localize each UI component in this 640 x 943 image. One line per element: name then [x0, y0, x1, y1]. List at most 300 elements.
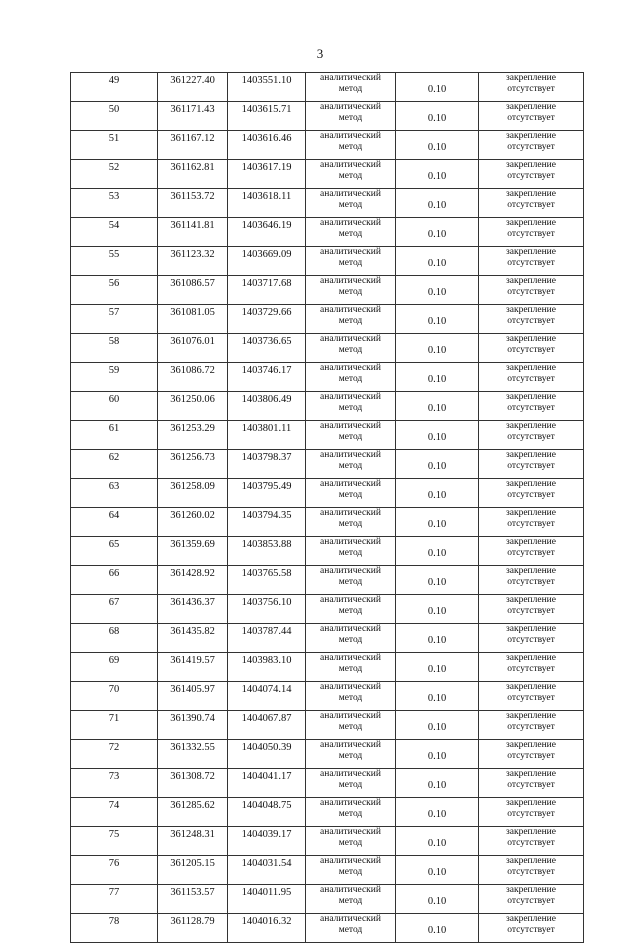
method-line-2: метод [338, 461, 363, 471]
fixing-cell [479, 131, 584, 160]
coordinate-y: 1403551.10 [228, 73, 306, 102]
table-row [71, 363, 584, 392]
fixing-cell [479, 363, 584, 392]
fixing-line-2: отсутствует [507, 519, 555, 529]
fixing-line-1: закрепление [506, 769, 556, 779]
method-cell [306, 798, 396, 827]
coordinate-y: 1403765.58 [228, 566, 306, 595]
fixing-line-1: закрепление [506, 102, 556, 112]
coordinate-y: 1403736.65 [228, 334, 306, 363]
method-line-1: аналитический [320, 450, 381, 460]
method-line-2: метод [338, 432, 363, 442]
coordinate-x: 361419.57 [158, 653, 228, 682]
coordinate-y: 1404031.54 [228, 856, 306, 885]
coordinate-y: 1403983.10 [228, 653, 306, 682]
coordinates-table [70, 72, 584, 943]
fixing-cell [479, 769, 584, 798]
method-cell [306, 131, 396, 160]
table-row [71, 711, 584, 740]
coordinate-x: 361167.12 [158, 131, 228, 160]
accuracy-value: 0.10 [396, 537, 479, 566]
table-row [71, 334, 584, 363]
method-cell [306, 769, 396, 798]
fixing-line-1: закрепление [506, 421, 556, 431]
method-cell [306, 334, 396, 363]
accuracy-value: 0.10 [396, 102, 479, 131]
method-cell [306, 595, 396, 624]
fixing-line-1: закрепление [506, 711, 556, 721]
fixing-line-2: отсутствует [507, 461, 555, 471]
fixing-cell [479, 218, 584, 247]
method-cell [306, 479, 396, 508]
method-line-2: метод [338, 345, 363, 355]
method-line-1: аналитический [320, 73, 381, 83]
fixing-line-1: закрепление [506, 218, 556, 228]
point-number: 51 [71, 131, 158, 160]
coordinate-y: 1403746.17 [228, 363, 306, 392]
fixing-line-1: закрепление [506, 566, 556, 576]
method-line-2: метод [338, 722, 363, 732]
method-line-2: метод [338, 519, 363, 529]
method-line-1: аналитический [320, 740, 381, 750]
fixing-line-2: отсутствует [507, 287, 555, 297]
fixing-line-1: закрепление [506, 305, 556, 315]
coordinate-y: 1403616.46 [228, 131, 306, 160]
method-line-2: метод [338, 403, 363, 413]
method-line-1: аналитический [320, 827, 381, 837]
method-line-1: аналитический [320, 218, 381, 228]
accuracy-value: 0.10 [396, 711, 479, 740]
table-row [71, 160, 584, 189]
point-number: 77 [71, 885, 158, 914]
accuracy-value: 0.10 [396, 160, 479, 189]
coordinate-x: 361405.97 [158, 682, 228, 711]
table-row [71, 305, 584, 334]
method-cell [306, 827, 396, 856]
method-line-1: аналитический [320, 247, 381, 257]
point-number: 56 [71, 276, 158, 305]
method-cell [306, 102, 396, 131]
method-line-2: метод [338, 171, 363, 181]
method-line-2: метод [338, 664, 363, 674]
fixing-cell [479, 827, 584, 856]
table-row [71, 740, 584, 769]
fixing-line-1: закрепление [506, 189, 556, 199]
method-cell [306, 189, 396, 218]
accuracy-value: 0.10 [396, 334, 479, 363]
point-number: 69 [71, 653, 158, 682]
method-line-1: аналитический [320, 508, 381, 518]
method-line-1: аналитический [320, 334, 381, 344]
fixing-line-2: отсутствует [507, 171, 555, 181]
fixing-line-2: отсутствует [507, 374, 555, 384]
fixing-line-2: отсутствует [507, 751, 555, 761]
method-line-2: метод [338, 316, 363, 326]
point-number: 64 [71, 508, 158, 537]
fixing-cell [479, 305, 584, 334]
coordinate-x: 361171.43 [158, 102, 228, 131]
fixing-cell [479, 160, 584, 189]
fixing-cell [479, 914, 584, 943]
table-body [71, 73, 584, 943]
method-line-1: аналитический [320, 537, 381, 547]
method-line-2: метод [338, 142, 363, 152]
method-line-2: метод [338, 84, 363, 94]
method-line-1: аналитический [320, 885, 381, 895]
coordinate-x: 361141.81 [158, 218, 228, 247]
coordinate-y: 1403729.66 [228, 305, 306, 334]
coordinate-x: 361332.55 [158, 740, 228, 769]
point-number: 73 [71, 769, 158, 798]
fixing-line-2: отсутствует [507, 345, 555, 355]
fixing-line-2: отсутствует [507, 722, 555, 732]
fixing-line-1: закрепление [506, 508, 556, 518]
fixing-line-2: отсутствует [507, 606, 555, 616]
method-cell [306, 856, 396, 885]
fixing-cell [479, 856, 584, 885]
coordinate-y: 1403669.09 [228, 247, 306, 276]
table-row [71, 508, 584, 537]
method-cell [306, 653, 396, 682]
method-line-1: аналитический [320, 421, 381, 431]
coordinate-x: 361390.74 [158, 711, 228, 740]
method-line-2: метод [338, 229, 363, 239]
fixing-cell [479, 537, 584, 566]
fixing-cell [479, 479, 584, 508]
fixing-line-2: отсутствует [507, 142, 555, 152]
method-cell [306, 740, 396, 769]
accuracy-value: 0.10 [396, 421, 479, 450]
fixing-cell [479, 189, 584, 218]
method-line-2: метод [338, 606, 363, 616]
method-line-1: аналитический [320, 798, 381, 808]
coordinate-x: 361435.82 [158, 624, 228, 653]
fixing-line-2: отсутствует [507, 693, 555, 703]
coordinate-x: 361128.79 [158, 914, 228, 943]
coordinate-x: 361436.37 [158, 595, 228, 624]
method-cell [306, 450, 396, 479]
point-number: 63 [71, 479, 158, 508]
point-number: 68 [71, 624, 158, 653]
method-cell [306, 624, 396, 653]
method-line-1: аналитический [320, 276, 381, 286]
point-number: 54 [71, 218, 158, 247]
accuracy-value: 0.10 [396, 682, 479, 711]
fixing-line-2: отсутствует [507, 925, 555, 935]
table-row [71, 73, 584, 102]
method-line-1: аналитический [320, 682, 381, 692]
accuracy-value: 0.10 [396, 508, 479, 537]
accuracy-value: 0.10 [396, 276, 479, 305]
accuracy-value: 0.10 [396, 885, 479, 914]
fixing-line-1: закрепление [506, 740, 556, 750]
fixing-line-2: отсутствует [507, 548, 555, 558]
fixing-cell [479, 73, 584, 102]
method-line-1: аналитический [320, 479, 381, 489]
fixing-line-1: закрепление [506, 885, 556, 895]
coordinate-x: 361256.73 [158, 450, 228, 479]
accuracy-value: 0.10 [396, 363, 479, 392]
method-cell [306, 508, 396, 537]
fixing-line-2: отсутствует [507, 577, 555, 587]
method-line-2: метод [338, 635, 363, 645]
coordinate-y: 1403795.49 [228, 479, 306, 508]
coordinate-y: 1404041.17 [228, 769, 306, 798]
method-cell [306, 305, 396, 334]
fixing-line-1: закрепление [506, 537, 556, 547]
method-cell [306, 218, 396, 247]
fixing-line-2: отсутствует [507, 838, 555, 848]
fixing-line-2: отсутствует [507, 664, 555, 674]
fixing-line-1: закрепление [506, 131, 556, 141]
accuracy-value: 0.10 [396, 189, 479, 218]
coordinate-y: 1403646.19 [228, 218, 306, 247]
fixing-line-1: закрепление [506, 73, 556, 83]
method-line-2: метод [338, 258, 363, 268]
fixing-line-1: закрепление [506, 595, 556, 605]
method-line-2: метод [338, 780, 363, 790]
coordinate-x: 361248.31 [158, 827, 228, 856]
coordinate-x: 361205.15 [158, 856, 228, 885]
accuracy-value: 0.10 [396, 479, 479, 508]
coordinate-x: 361162.81 [158, 160, 228, 189]
coordinate-x: 361153.57 [158, 885, 228, 914]
method-line-1: аналитический [320, 131, 381, 141]
coordinate-y: 1403615.71 [228, 102, 306, 131]
fixing-line-1: закрепление [506, 247, 556, 257]
fixing-line-1: закрепление [506, 479, 556, 489]
coordinate-x: 361081.05 [158, 305, 228, 334]
point-number: 49 [71, 73, 158, 102]
method-cell [306, 276, 396, 305]
method-line-1: аналитический [320, 595, 381, 605]
table-row [71, 450, 584, 479]
coordinate-y: 1404074.14 [228, 682, 306, 711]
point-number: 60 [71, 392, 158, 421]
fixing-cell [479, 711, 584, 740]
fixing-cell [479, 682, 584, 711]
table-row [71, 218, 584, 247]
fixing-cell [479, 624, 584, 653]
point-number: 53 [71, 189, 158, 218]
coordinate-y: 1403853.88 [228, 537, 306, 566]
method-line-2: метод [338, 200, 363, 210]
point-number: 70 [71, 682, 158, 711]
table-row [71, 566, 584, 595]
point-number: 75 [71, 827, 158, 856]
method-line-1: аналитический [320, 392, 381, 402]
point-number: 65 [71, 537, 158, 566]
fixing-cell [479, 740, 584, 769]
fixing-line-1: закрепление [506, 856, 556, 866]
table-row [71, 102, 584, 131]
table-row [71, 537, 584, 566]
method-line-1: аналитический [320, 305, 381, 315]
point-number: 50 [71, 102, 158, 131]
point-number: 59 [71, 363, 158, 392]
coordinate-y: 1403798.37 [228, 450, 306, 479]
fixing-cell [479, 102, 584, 131]
coordinate-x: 361227.40 [158, 73, 228, 102]
coordinate-y: 1404050.39 [228, 740, 306, 769]
fixing-line-1: закрепление [506, 334, 556, 344]
fixing-cell [479, 421, 584, 450]
fixing-cell [479, 508, 584, 537]
table-row [71, 595, 584, 624]
point-number: 78 [71, 914, 158, 943]
fixing-line-2: отсутствует [507, 258, 555, 268]
fixing-line-2: отсутствует [507, 84, 555, 94]
method-line-2: метод [338, 693, 363, 703]
fixing-line-1: закрепление [506, 827, 556, 837]
method-cell [306, 711, 396, 740]
fixing-line-2: отсутствует [507, 867, 555, 877]
method-line-2: метод [338, 925, 363, 935]
method-line-1: аналитический [320, 769, 381, 779]
accuracy-value: 0.10 [396, 73, 479, 102]
table-row [71, 856, 584, 885]
coordinate-y: 1403756.10 [228, 595, 306, 624]
method-cell [306, 392, 396, 421]
method-cell [306, 73, 396, 102]
point-number: 72 [71, 740, 158, 769]
fixing-line-1: закрепление [506, 798, 556, 808]
coordinate-y: 1404048.75 [228, 798, 306, 827]
coordinate-x: 361250.06 [158, 392, 228, 421]
accuracy-value: 0.10 [396, 131, 479, 160]
coordinate-x: 361076.01 [158, 334, 228, 363]
coordinate-y: 1404067.87 [228, 711, 306, 740]
coordinate-y: 1403617.19 [228, 160, 306, 189]
method-cell [306, 247, 396, 276]
coordinate-y: 1403806.49 [228, 392, 306, 421]
method-line-1: аналитический [320, 160, 381, 170]
accuracy-value: 0.10 [396, 827, 479, 856]
method-line-1: аналитический [320, 189, 381, 199]
fixing-line-2: отсутствует [507, 403, 555, 413]
accuracy-value: 0.10 [396, 595, 479, 624]
table-row [71, 276, 584, 305]
coordinate-y: 1404016.32 [228, 914, 306, 943]
coordinate-x: 361153.72 [158, 189, 228, 218]
table-row [71, 827, 584, 856]
method-line-1: аналитический [320, 653, 381, 663]
accuracy-value: 0.10 [396, 392, 479, 421]
table-row [71, 131, 584, 160]
method-line-2: метод [338, 751, 363, 761]
method-cell [306, 421, 396, 450]
fixing-line-1: закрепление [506, 914, 556, 924]
method-line-2: метод [338, 374, 363, 384]
fixing-cell [479, 595, 584, 624]
table-row [71, 624, 584, 653]
method-cell [306, 537, 396, 566]
fixing-line-2: отсутствует [507, 896, 555, 906]
fixing-cell [479, 798, 584, 827]
accuracy-value: 0.10 [396, 653, 479, 682]
method-line-2: метод [338, 809, 363, 819]
fixing-line-1: закрепление [506, 653, 556, 663]
fixing-line-2: отсутствует [507, 809, 555, 819]
method-line-2: метод [338, 113, 363, 123]
accuracy-value: 0.10 [396, 769, 479, 798]
accuracy-value: 0.10 [396, 247, 479, 276]
method-line-2: метод [338, 490, 363, 500]
coordinate-y: 1403801.11 [228, 421, 306, 450]
point-number: 67 [71, 595, 158, 624]
fixing-line-1: закрепление [506, 624, 556, 634]
method-cell [306, 566, 396, 595]
method-line-2: метод [338, 548, 363, 558]
coordinate-x: 361253.29 [158, 421, 228, 450]
point-number: 71 [71, 711, 158, 740]
accuracy-value: 0.10 [396, 305, 479, 334]
fixing-line-2: отсутствует [507, 316, 555, 326]
fixing-line-1: закрепление [506, 392, 556, 402]
method-line-1: аналитический [320, 102, 381, 112]
fixing-line-2: отсутствует [507, 635, 555, 645]
fixing-cell [479, 334, 584, 363]
fixing-cell [479, 885, 584, 914]
fixing-cell [479, 566, 584, 595]
method-line-1: аналитический [320, 624, 381, 634]
method-line-1: аналитический [320, 914, 381, 924]
coordinate-x: 361123.32 [158, 247, 228, 276]
table-row [71, 189, 584, 218]
coordinate-x: 361258.09 [158, 479, 228, 508]
coordinate-y: 1404011.95 [228, 885, 306, 914]
table-row [71, 392, 584, 421]
method-line-1: аналитический [320, 566, 381, 576]
table-row [71, 798, 584, 827]
point-number: 52 [71, 160, 158, 189]
table-row [71, 247, 584, 276]
coordinate-x: 361086.57 [158, 276, 228, 305]
fixing-line-2: отсутствует [507, 200, 555, 210]
method-line-1: аналитический [320, 363, 381, 373]
point-number: 61 [71, 421, 158, 450]
point-number: 58 [71, 334, 158, 363]
accuracy-value: 0.10 [396, 914, 479, 943]
accuracy-value: 0.10 [396, 798, 479, 827]
accuracy-value: 0.10 [396, 624, 479, 653]
accuracy-value: 0.10 [396, 856, 479, 885]
coordinate-y: 1403787.44 [228, 624, 306, 653]
table-row [71, 769, 584, 798]
table-row [71, 682, 584, 711]
fixing-line-1: закрепление [506, 160, 556, 170]
coordinate-x: 361308.72 [158, 769, 228, 798]
table-row [71, 479, 584, 508]
coordinate-y: 1404039.17 [228, 827, 306, 856]
method-line-2: метод [338, 838, 363, 848]
fixing-cell [479, 276, 584, 305]
point-number: 66 [71, 566, 158, 595]
fixing-line-2: отсутствует [507, 113, 555, 123]
fixing-line-1: закрепление [506, 363, 556, 373]
coordinate-x: 361285.62 [158, 798, 228, 827]
point-number: 55 [71, 247, 158, 276]
point-number: 62 [71, 450, 158, 479]
coordinate-y: 1403618.11 [228, 189, 306, 218]
point-number: 57 [71, 305, 158, 334]
fixing-cell [479, 247, 584, 276]
method-line-2: метод [338, 867, 363, 877]
coordinate-x: 361428.92 [158, 566, 228, 595]
coordinate-x: 361086.72 [158, 363, 228, 392]
method-line-2: метод [338, 287, 363, 297]
table-row [71, 885, 584, 914]
